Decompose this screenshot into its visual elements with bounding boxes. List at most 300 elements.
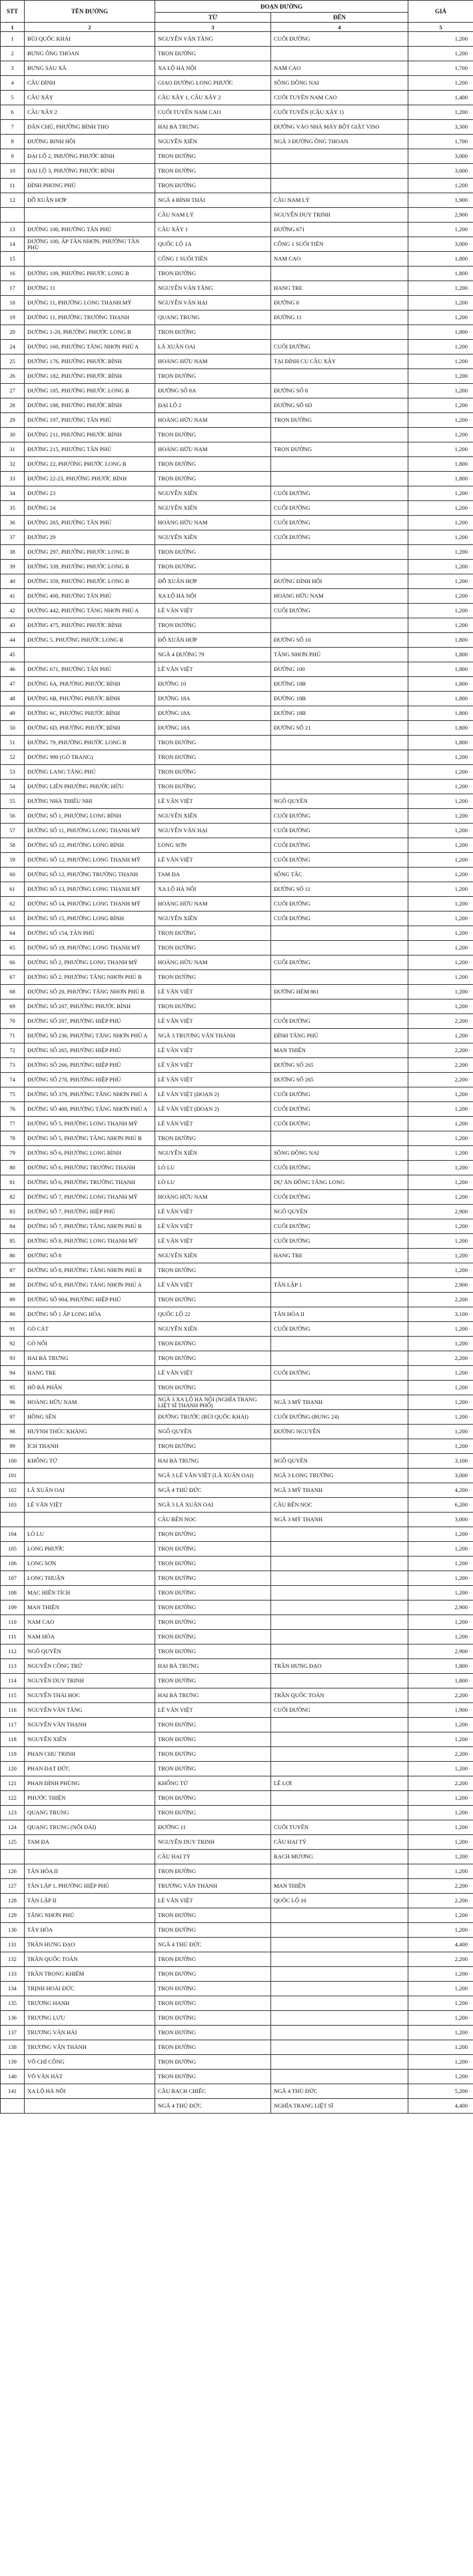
cell-from: NGUYỄN XIỂN	[155, 1322, 271, 1337]
cell-stt: 134	[1, 1982, 25, 1996]
cell-from: NGÃ 4 THỦ ĐỨC	[155, 1938, 271, 1952]
cell-to: ĐƯỜNG SỐ 8	[271, 384, 408, 398]
table-row	[1, 1938, 473, 1952]
table-row	[1, 1571, 473, 1586]
cell-from: TRỌN ĐƯỜNG	[155, 457, 271, 472]
cell-stt: 5	[1, 91, 25, 105]
cell-from: LÊ VĂN VIỆT	[155, 1043, 271, 1058]
cell-street-name: LONG SƠN	[25, 1557, 155, 1571]
table-row	[1, 398, 473, 413]
table-row	[1, 1513, 473, 1527]
cell-street-name: ĐƯỜNG SỐ 270, PHƯỜNG HIỆP PHÚ	[25, 1073, 155, 1087]
cell-street-name: ĐƯỜNG SỐ 1, PHƯỜNG LONG BÌNH	[25, 809, 155, 824]
cell-street-name: ĐƯỜNG 6B, PHƯỜNG PHƯỚC BÌNH	[25, 692, 155, 706]
cell-to: CUỐI ĐƯỜNG	[271, 838, 408, 853]
cell-stt: 65	[1, 941, 25, 956]
cell-from: QUANG TRUNG	[155, 311, 271, 325]
cell-price: 4,400	[408, 1938, 473, 1952]
cell-from: LÊ VĂN VIỆT	[155, 985, 271, 999]
table-row	[1, 633, 473, 648]
cell-price: 1,800	[408, 325, 473, 340]
cell-stt: 58	[1, 838, 25, 853]
cell-stt: 132	[1, 1952, 25, 1967]
cell-stt: 3	[1, 61, 25, 76]
cell-to	[271, 2040, 408, 2055]
cell-price: 1,200	[408, 882, 473, 897]
cell-price: 1,200	[408, 1923, 473, 1938]
cell-street-name: ĐƯỜNG SỐ 15, PHƯỜNG LONG BÌNH	[25, 912, 155, 926]
cell-stt	[1, 208, 25, 223]
cell-from: ĐẠI LỘ 2	[155, 398, 271, 413]
cell-to	[271, 618, 408, 633]
cell-price: 1,200	[408, 2070, 473, 2084]
cell-from: HAI BÀ TRƯNG	[155, 1454, 271, 1469]
cell-street-name: ĐƯỜNG SỐ 154, TÂN PHÚ	[25, 926, 155, 941]
cell-price: 1,200	[408, 1439, 473, 1454]
cell-stt: 101	[1, 1469, 25, 1483]
cell-street-name: ĐƯỜNG SỐ 207, PHƯỜNG HIỆP PHÚ	[25, 1014, 155, 1029]
cell-from: NGÃ 4 ĐƯỜNG 79	[155, 648, 271, 662]
cell-price: 1,200	[408, 32, 473, 47]
cell-to	[271, 1630, 408, 1644]
cell-from: TRỌN ĐƯỜNG	[155, 1351, 271, 1366]
cell-price: 1,200	[408, 369, 473, 384]
cell-price: 1,200	[408, 1146, 473, 1161]
cell-price: 1,200	[408, 1219, 473, 1234]
cell-from: NGUYỄN VĂN TĂNG	[155, 32, 271, 47]
cell-stt: 102	[1, 1483, 25, 1498]
table-row	[1, 1747, 473, 1762]
cell-to: ĐƯỜNG ĐÌNH HỘI	[271, 574, 408, 589]
cell-stt: 113	[1, 1659, 25, 1674]
cell-from: LÊ VĂN VIỆT (ĐOẠN 2)	[155, 1087, 271, 1102]
cell-to: ĐƯỜNG 8	[271, 296, 408, 311]
cell-from: TRỌN ĐƯỜNG	[155, 1996, 271, 2011]
cell-price: 1,200	[408, 223, 473, 237]
cell-from: TRỌN ĐƯỜNG	[155, 941, 271, 956]
cell-stt: 119	[1, 1747, 25, 1762]
cell-street-name: NGUYỄN CÔNG TRỨ	[25, 1659, 155, 1674]
table-row	[1, 662, 473, 677]
cell-price: 1,200	[408, 1263, 473, 1278]
cell-street-name: ĐƯỜNG SỐ 6, PHƯỜNG TRƯỜNG THẠNH	[25, 1175, 155, 1190]
cell-street-name: ĐƯỜNG 100, PHƯỜNG TÂN PHÚ	[25, 223, 155, 237]
cell-to: ĐƯỜNG SỐ 21	[271, 721, 408, 736]
cell-to	[271, 1337, 408, 1351]
cell-to: NGHĨA TRANG LIỆT SĨ	[271, 2099, 408, 2114]
table-row	[1, 1307, 473, 1322]
table-row	[1, 1263, 473, 1278]
cell-to: CUỐI ĐƯỜNG	[271, 340, 408, 354]
cell-to: QUỐC LỘ 10	[271, 1894, 408, 1908]
cell-stt: 26	[1, 369, 25, 384]
cell-stt: 99	[1, 1439, 25, 1454]
cell-from: NGUYỄN XIỂN	[155, 1146, 271, 1161]
cell-from: LÊ VĂN VIỆT	[155, 1205, 271, 1219]
cell-stt: 8	[1, 135, 25, 149]
cell-stt: 62	[1, 897, 25, 912]
cell-to	[271, 267, 408, 281]
table-row	[1, 32, 473, 47]
cell-to: NGÔ QUYỀN	[271, 1205, 408, 1219]
table-row	[1, 970, 473, 985]
cell-stt: 60	[1, 868, 25, 882]
cell-street-name: KHỔNG TỬ	[25, 1454, 155, 1469]
cell-price: 1,200	[408, 589, 473, 604]
cell-from: NGUYỄN XIỂN	[155, 486, 271, 501]
table-row	[1, 428, 473, 442]
cell-price: 1,200	[408, 1410, 473, 1425]
cell-to: MAN THIỆN	[271, 1879, 408, 1894]
cell-to	[271, 750, 408, 765]
cell-price: 1,200	[408, 1630, 473, 1644]
cell-street-name: ĐƯỜNG SỐ 13, PHƯỜNG LONG THẠNH MỸ	[25, 882, 155, 897]
cell-price: 1,200	[408, 2026, 473, 2040]
cell-street-name: ĐƯỜNG SỐ 2, PHƯỜNG TĂNG NHƠN PHÚ B	[25, 970, 155, 985]
cell-street-name: NGUYỄN XIỂN	[25, 1732, 155, 1747]
cell-street-name: ĐƯỜNG 11	[25, 281, 155, 296]
cell-to: NAM CAO	[271, 61, 408, 76]
cell-stt: 75	[1, 1087, 25, 1102]
table-row	[1, 2084, 473, 2099]
cell-street-name: ĐƯỜNG SỐ 11, PHƯỜNG LONG THẠNH MỸ	[25, 824, 155, 838]
cell-stt: 138	[1, 2040, 25, 2055]
cell-street-name: ĐƯỜNG SỐ 207, PHƯỜNG PHƯỚC BÌNH	[25, 999, 155, 1014]
cell-street-name: ĐƯỜNG 6C, PHƯỜNG PHƯỚC BÌNH	[25, 706, 155, 721]
cell-stt: 30	[1, 428, 25, 442]
cell-street-name: TRẦN HƯNG ĐẠO	[25, 1938, 155, 1952]
cell-stt: 136	[1, 2011, 25, 2026]
cell-from: HOÀNG HỮU NAM	[155, 354, 271, 369]
cell-to: CÔNG 1 SUỐI TIÊN	[271, 237, 408, 252]
cell-street-name: ĐƯỜNG 188, PHƯỜNG PHƯỚC BÌNH	[25, 398, 155, 413]
cell-street-name: PHAN ĐẠT ĐỨC	[25, 1762, 155, 1776]
cell-to: ĐƯỜNG SỐ 265	[271, 1073, 408, 1087]
cell-price: 1,200	[408, 1820, 473, 1835]
cell-from: TRỌN ĐƯỜNG	[155, 325, 271, 340]
cell-stt: 92	[1, 1337, 25, 1351]
cell-price: 1,200	[408, 838, 473, 853]
cell-price: 1,200	[408, 1322, 473, 1337]
cell-stt: 32	[1, 457, 25, 472]
cell-street-name: LÒ LU	[25, 1527, 155, 1542]
table-row	[1, 2055, 473, 2070]
table-row	[1, 1952, 473, 1967]
cell-price: 3,100	[408, 1454, 473, 1469]
table-row	[1, 1601, 473, 1615]
table-row	[1, 692, 473, 706]
cell-to	[271, 1615, 408, 1630]
cell-price: 6,200	[408, 1498, 473, 1513]
table-row	[1, 1234, 473, 1249]
cell-price: 1,200	[408, 2011, 473, 2026]
cell-stt: 140	[1, 2070, 25, 2084]
cell-stt: 63	[1, 912, 25, 926]
cell-price: 1,200	[408, 1337, 473, 1351]
cell-from: LÊ VĂN VIỆT	[155, 662, 271, 677]
table-row	[1, 1820, 473, 1835]
cell-stt: 84	[1, 1219, 25, 1234]
cell-to: TÂN LẬP 1	[271, 1278, 408, 1293]
cell-price: 1,200	[408, 47, 473, 61]
cell-street-name: ĐƯỜNG 6A, PHƯỜNG PHƯỚC BÌNH	[25, 677, 155, 692]
cell-price: 1,200	[408, 970, 473, 985]
cell-price: 2,200	[408, 1747, 473, 1762]
cell-stt: 40	[1, 574, 25, 589]
cell-street-name: ĐƯỜNG 359, PHƯỜNG PHƯỚC LONG B	[25, 574, 155, 589]
cell-to	[271, 472, 408, 486]
cell-from: TRỌN ĐƯỜNG	[155, 1263, 271, 1278]
cell-from: ĐƯỜNG 18A	[155, 706, 271, 721]
cell-from: TRỌN ĐƯỜNG	[155, 1381, 271, 1395]
cell-price: 1,200	[408, 1542, 473, 1557]
cell-from: LONG SƠN	[155, 838, 271, 853]
cell-street-name: ĐƯỜNG SỐ 379, PHƯỜNG TĂNG NHƠN PHÚ A	[25, 1087, 155, 1102]
cell-stt: 108	[1, 1586, 25, 1601]
table-row	[1, 1703, 473, 1718]
cell-stt: 139	[1, 2055, 25, 2070]
cell-price: 3,000	[408, 149, 473, 164]
cell-to	[271, 2011, 408, 2026]
table-row	[1, 1996, 473, 2011]
cell-stt: 126	[1, 1864, 25, 1879]
cell-street-name	[25, 1469, 155, 1483]
cell-price: 1,200	[408, 780, 473, 794]
cell-stt: 116	[1, 1703, 25, 1718]
table-row	[1, 1219, 473, 1234]
cell-from: LÊ VĂN VIỆT (ĐOẠN 2)	[155, 1102, 271, 1117]
cell-to: CUỐI TUYẾN	[271, 1820, 408, 1835]
cell-price: 3,100	[408, 1307, 473, 1322]
cell-street-name: ĐƯỜNG 5, PHƯỜNG PHƯỚC LONG B	[25, 633, 155, 648]
cell-price: 2,200	[408, 1688, 473, 1703]
cell-price: 3,000	[408, 237, 473, 252]
cell-street-name: QUANG TRUNG	[25, 1806, 155, 1820]
table-row	[1, 1410, 473, 1425]
cell-from: ĐƯỜNG 18A	[155, 721, 271, 736]
cell-from: TRỌN ĐƯỜNG	[155, 1644, 271, 1659]
cell-from: NGUYỄN VĂN HẠI	[155, 296, 271, 311]
cell-stt: 125	[1, 1835, 25, 1850]
table-row	[1, 179, 473, 193]
table-row	[1, 956, 473, 970]
cell-street-name: ĐƯỜNG SỐ 7, PHƯỜNG HIỆP PHÚ	[25, 1205, 155, 1219]
cell-from: QUỐC LỘ 1A	[155, 237, 271, 252]
cell-from: TRỌN ĐƯỜNG	[155, 780, 271, 794]
table-row	[1, 530, 473, 545]
cell-price: 1,200	[408, 1571, 473, 1586]
cell-stt: 129	[1, 1908, 25, 1923]
cell-stt: 98	[1, 1425, 25, 1439]
cell-street-name: ĐƯỜNG 211, PHƯỜNG PHƯỚC BÌNH	[25, 428, 155, 442]
cell-from: TRỌN ĐƯỜNG	[155, 1557, 271, 1571]
cell-stt: 95	[1, 1381, 25, 1395]
cell-from: TRỌN ĐƯỜNG	[155, 560, 271, 574]
cell-from: TRỌN ĐƯỜNG	[155, 999, 271, 1014]
cell-from: TRỌN ĐƯỜNG	[155, 1718, 271, 1732]
cell-price: 1,200	[408, 76, 473, 91]
table-row	[1, 1630, 473, 1644]
table-row	[1, 354, 473, 369]
cell-to: SÔNG ĐỒNG NAI	[271, 76, 408, 91]
cell-price: 5,200	[408, 2084, 473, 2099]
table-row	[1, 589, 473, 604]
table-row	[1, 912, 473, 926]
cell-stt: 6	[1, 105, 25, 120]
cell-street-name: ĐƯỜNG 182, PHƯỜNG PHƯỚC BÌNH	[25, 369, 155, 384]
cell-price: 1,200	[408, 1967, 473, 1982]
cell-to	[271, 1293, 408, 1307]
cell-to: CUỐI ĐƯỜNG	[271, 912, 408, 926]
cell-stt: 73	[1, 1058, 25, 1073]
cell-price: 1,400	[408, 91, 473, 105]
cell-to: CUỐI ĐƯỜNG	[271, 32, 408, 47]
cell-price: 1,200	[408, 1102, 473, 1117]
cell-stt: 90	[1, 1307, 25, 1322]
cell-to: TÂN HÒA II	[271, 1307, 408, 1322]
table-row	[1, 442, 473, 457]
table-row	[1, 809, 473, 824]
cell-stt: 70	[1, 1014, 25, 1029]
cell-price: 2,200	[408, 1776, 473, 1791]
cell-from: NGUYỄN XIỂN	[155, 135, 271, 149]
cell-street-name: ĐƯỜNG SỐ 266, PHƯỜNG HIỆP PHÚ	[25, 1058, 155, 1073]
cell-to: CUỐI TUYẾN (CẦU XÂY 1)	[271, 105, 408, 120]
cell-from: HAI BÀ TRƯNG	[155, 1688, 271, 1703]
cell-to: CUỐI ĐƯỜNG	[271, 1161, 408, 1175]
cell-stt: 52	[1, 750, 25, 765]
cell-to: NGÃ 3 MỸ THẠNH	[271, 1483, 408, 1498]
cell-stt: 24	[1, 340, 25, 354]
cell-price: 1,200	[408, 1087, 473, 1102]
cell-price: 1,200	[408, 794, 473, 809]
cell-street-name: ĐƯỜNG 990 (GÒ TRANG)	[25, 750, 155, 765]
cell-to	[271, 1908, 408, 1923]
cell-to: LÊ LỢI	[271, 1776, 408, 1791]
table-row	[1, 1835, 473, 1850]
cell-stt: 127	[1, 1879, 25, 1894]
cell-price: 1,200	[408, 985, 473, 999]
table-row	[1, 926, 473, 941]
cell-stt: 131	[1, 1938, 25, 1952]
cell-street-name: LÃ XUÂN OAI	[25, 1483, 155, 1498]
table-row	[1, 721, 473, 736]
cell-street-name: HỒNG SẾN	[25, 1410, 155, 1425]
cell-stt: 66	[1, 956, 25, 970]
cell-from: NGÃ 4 THỦ ĐỨC	[155, 1483, 271, 1498]
cell-to	[271, 1439, 408, 1454]
table-row	[1, 985, 473, 999]
table-row	[1, 135, 473, 149]
table-row	[1, 1615, 473, 1630]
cell-to: NGUYỄN DUY TRINH	[271, 208, 408, 223]
cell-price: 1,800	[408, 472, 473, 486]
cell-to: TẠI ĐỈNH CU CẦU XÂY	[271, 354, 408, 369]
cell-from: TRỌN ĐƯỜNG	[155, 1982, 271, 1996]
cell-to: ĐƯỜNG 18B	[271, 677, 408, 692]
cell-to	[271, 736, 408, 750]
cell-street-name: ĐỖ XUÂN HỢP	[25, 193, 155, 208]
cell-from: NGUYỄN XIỂN	[155, 809, 271, 824]
cell-price: 1,800	[408, 692, 473, 706]
cell-to: ĐƯỜNG SỐ 10	[271, 633, 408, 648]
cell-from: ĐƯỜNG 18A	[155, 692, 271, 706]
cell-stt: 51	[1, 736, 25, 750]
cell-stt: 107	[1, 1571, 25, 1586]
table-row	[1, 237, 473, 252]
cell-stt: 79	[1, 1146, 25, 1161]
cell-stt: 109	[1, 1601, 25, 1615]
cell-to	[271, 1571, 408, 1586]
cell-stt: 114	[1, 1674, 25, 1688]
cell-stt: 97	[1, 1410, 25, 1425]
table-row	[1, 252, 473, 267]
cell-street-name: ĐƯỜNG SỐ 7, PHƯỜNG LONG THẠNH MỸ	[25, 1190, 155, 1205]
cell-to	[271, 1806, 408, 1820]
cell-price: 1,200	[408, 340, 473, 354]
cell-to	[271, 780, 408, 794]
cell-price: 1,200	[408, 1366, 473, 1381]
cell-stt: 118	[1, 1732, 25, 1747]
cell-stt: 82	[1, 1190, 25, 1205]
cell-stt: 91	[1, 1322, 25, 1337]
cell-to: CUỐI ĐƯỜNG	[271, 516, 408, 530]
cell-street-name: CẦU ĐÌNH	[25, 76, 155, 91]
cell-price: 1,200	[408, 281, 473, 296]
cell-from: CẦU XÂY 1	[155, 223, 271, 237]
cell-from: TRỌN ĐƯỜNG	[155, 164, 271, 179]
cell-from: TRỌN ĐƯỜNG	[155, 1864, 271, 1879]
cell-stt: 20	[1, 325, 25, 340]
cell-from: TRỌN ĐƯỜNG	[155, 179, 271, 193]
cell-street-name: GÒ CÁT	[25, 1322, 155, 1337]
cell-to	[271, 1674, 408, 1688]
cell-street-name: ĐƯỜNG BINH HỘI	[25, 135, 155, 149]
cell-from: CẦU BẾN NỌC	[155, 1513, 271, 1527]
table-row	[1, 2011, 473, 2026]
cell-from: LÊ VĂN VIỆT	[155, 1014, 271, 1029]
table-row	[1, 1102, 473, 1117]
cell-price: 1,200	[408, 1395, 473, 1410]
cell-price: 2,900	[408, 1205, 473, 1219]
table-row	[1, 1058, 473, 1073]
cell-from: TRỌN ĐƯỜNG	[155, 472, 271, 486]
cell-price: 1,200	[408, 897, 473, 912]
cell-price: 3,000	[408, 1469, 473, 1483]
cell-to	[271, 1996, 408, 2011]
table-row	[1, 1249, 473, 1263]
table-row	[1, 325, 473, 340]
table-row	[1, 648, 473, 662]
cell-street-name: TRẦN TRỌNG KHIÊM	[25, 1967, 155, 1982]
cell-stt: 45	[1, 648, 25, 662]
cell-from: NGÔ QUYỀN	[155, 1425, 271, 1439]
table-row	[1, 897, 473, 912]
cell-to	[271, 1586, 408, 1601]
cell-to	[271, 164, 408, 179]
cell-to: CUỐI ĐƯỜNG	[271, 1014, 408, 1029]
table-row	[1, 486, 473, 501]
cell-from: NGUYỄN VĂN TĂNG	[155, 281, 271, 296]
cell-from: CẦU NAM LÝ	[155, 208, 271, 223]
cell-to: CUỐI ĐƯỜNG	[271, 1366, 408, 1381]
cell-to	[271, 1381, 408, 1395]
cell-from: XA LỘ HÀ NỘI	[155, 589, 271, 604]
cell-to	[271, 47, 408, 61]
cell-street-name: ĐƯỜNG 24	[25, 501, 155, 516]
cell-stt: 38	[1, 545, 25, 560]
cell-stt: 35	[1, 501, 25, 516]
